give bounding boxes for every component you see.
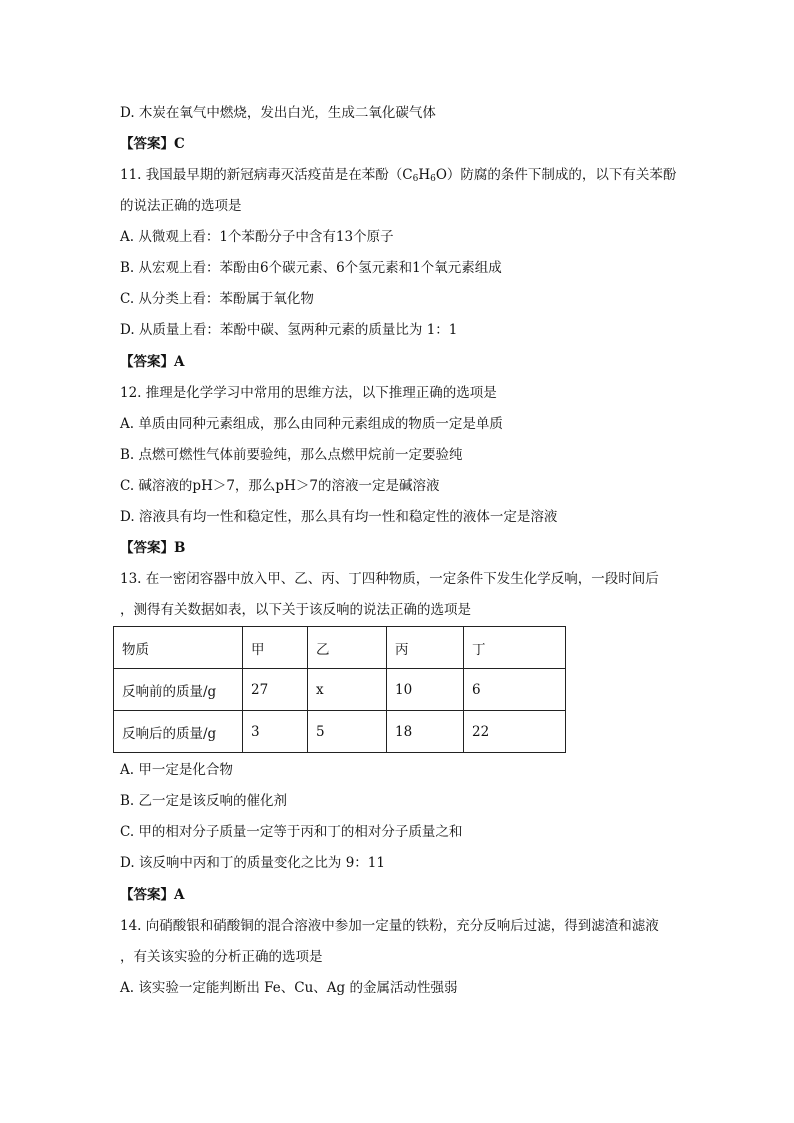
table-cell: 27 <box>243 669 308 711</box>
table-cell: 18 <box>387 711 464 753</box>
q13-stem-line1: 13. 在一密闭容器中放入甲、乙、丙、丁四种物质，一定条件下发生化学反响，一段时间后 <box>120 571 659 587</box>
table-cell: 5 <box>308 711 387 753</box>
q11-option-c: C. 从分类上看：苯酚属于氧化物 <box>120 291 314 307</box>
table-row <box>114 669 566 711</box>
q12-answer: 【答案】B <box>120 540 186 556</box>
q13-option-b: B. 乙一定是该反响的催化剂 <box>120 793 288 809</box>
q11-stem-pre: 11. 我国最早期的新冠病毒灭活疫苗是在苯酚（C <box>120 167 413 183</box>
q11-answer: 【答案】A <box>120 354 185 370</box>
q12-option-c: C. 碱溶液的pH＞7，那么pH＞7的溶液一定是碱溶液 <box>120 478 440 494</box>
q13-option-d: D. 该反响中丙和丁的质量变化之比为 9：11 <box>120 855 385 871</box>
table-header-cell: 丙 <box>387 627 464 669</box>
table-cell: 22 <box>464 711 566 753</box>
q14-stem-line2: ，有关该实验的分析正确的选项是 <box>120 949 323 965</box>
q11-stem-h: H <box>418 167 431 183</box>
table-cell: 反响前的质量/g <box>114 669 243 711</box>
q12-stem: 12. 推理是化学学习中常用的思维方法，以下推理正确的选项是 <box>120 385 497 401</box>
table-row <box>114 711 566 753</box>
table-cell: 反响后的质量/g <box>114 711 243 753</box>
q12-option-d: D. 溶液具有均一性和稳定性，那么具有均一性和稳定性的液体一定是溶液 <box>120 509 558 525</box>
table-cell: x <box>308 669 387 711</box>
q10-option-d: D. 木炭在氧气中燃烧，发出白光，生成二氧化碳气体 <box>120 105 436 121</box>
table-cell: 3 <box>243 711 308 753</box>
q11-stem-post: O）防腐的条件下制成的，以下有关苯酚 <box>435 167 677 183</box>
q11-option-b: B. 从宏观上看：苯酚由6个碳元素、6个氢元素和1个氧元素组成 <box>120 260 502 276</box>
table-header-cell: 丁 <box>464 627 566 669</box>
table-cell: 10 <box>387 669 464 711</box>
q10-answer: 【答案】C <box>120 136 185 152</box>
q11-option-d: D. 从质量上看：苯酚中碳、氢两种元素的质量比为 1：1 <box>120 322 458 338</box>
q13-answer: 【答案】A <box>120 887 185 903</box>
table-cell: 6 <box>464 669 566 711</box>
q13-data-table <box>113 626 566 753</box>
q11-sub-h: 6 <box>430 174 436 184</box>
table-header-cell: 物质 <box>114 627 243 669</box>
q14-stem-line1: 14. 向硝酸银和硝酸铜的混合溶液中参加一定量的铁粉，充分反响后过滤，得到滤渣和滤液 <box>120 918 659 934</box>
q11-stem-line1 <box>120 165 676 189</box>
q13-stem-line2: ，测得有关数据如表，以下关于该反响的说法正确的选项是 <box>120 602 471 618</box>
table-header-cell: 甲 <box>243 627 308 669</box>
q11-sub-c: 6 <box>412 174 419 184</box>
q12-option-b: B. 点燃可燃性气体前要验纯，那么点燃甲烷前一定要验纯 <box>120 447 463 463</box>
q11-option-a: A. 从微观上看：1个苯酚分子中含有13个原子 <box>120 229 394 245</box>
q13-option-a: A. 甲一定是化合物 <box>120 762 233 778</box>
table-header-row <box>114 627 566 669</box>
q14-option-a: A. 该实验一定能判断出 Fe、Cu、Ag 的金属活动性强弱 <box>120 980 458 996</box>
q13-option-c: C. 甲的相对分子质量一定等于丙和丁的相对分子质量之和 <box>120 824 463 840</box>
table-header-cell: 乙 <box>308 627 387 669</box>
q12-option-a: A. 单质由同种元素组成，那么由同种元素组成的物质一定是单质 <box>120 416 503 432</box>
q11-stem-line2: 的说法正确的选项是 <box>120 198 242 214</box>
